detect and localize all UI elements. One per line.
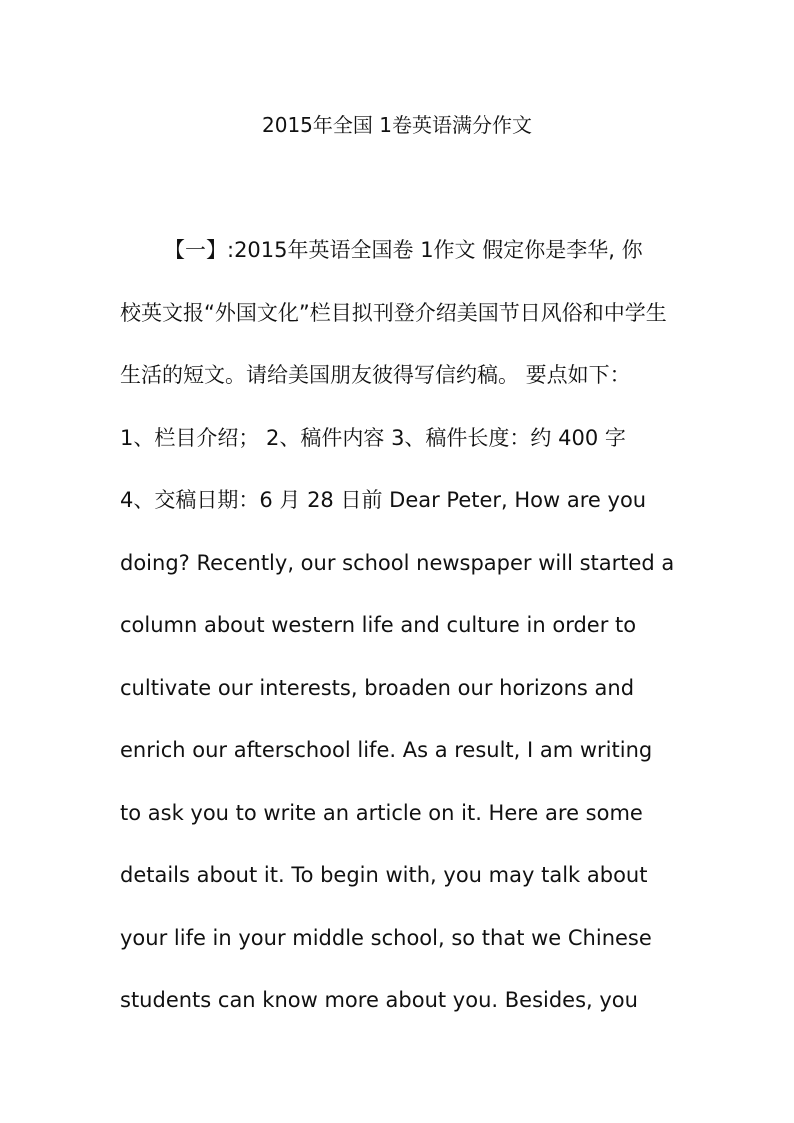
document-title: 2015年全国 1卷英语满分作文 (262, 113, 532, 137)
body-line-13: students can know more about you. Besides, you (120, 988, 638, 1012)
body-line-12: your life in your middle school, so that we Chinese (120, 925, 652, 950)
body-line-8: cultivate our interests, broaden our horizons and (120, 675, 635, 700)
body-line-10: to ask you to write an article on it. Here are some (120, 800, 643, 825)
body-line-7: column about western life and culture in order to (120, 613, 637, 637)
body-line-4: 1、栏目介绍； 2、稿件内容 3、稿件长度：约 400 字 (120, 425, 626, 450)
body-line-3: 生活的短文。请给美国朋友彼得写信约稿。 要点如下： (120, 363, 631, 387)
body-line-2: 校英文报“外国文化”栏目拟刊登介绍美国节日风俗和中学生 (120, 300, 667, 325)
body-line-11: details about it. To begin with, you may talk about (120, 863, 648, 887)
body-line-1: 【一】:2015年英语全国卷 1作文 假定你是李华, 你 (164, 238, 643, 262)
body-line-9: enrich our afterschool life. As a result, I am writing (120, 738, 653, 762)
document-body (120, 232, 680, 1045)
body-line-5: 4、交稿日期：6 月 28 日前 Dear Peter, How are you (120, 488, 647, 512)
body-line-6: doing? Recently, our school newspaper will started a (120, 550, 675, 575)
